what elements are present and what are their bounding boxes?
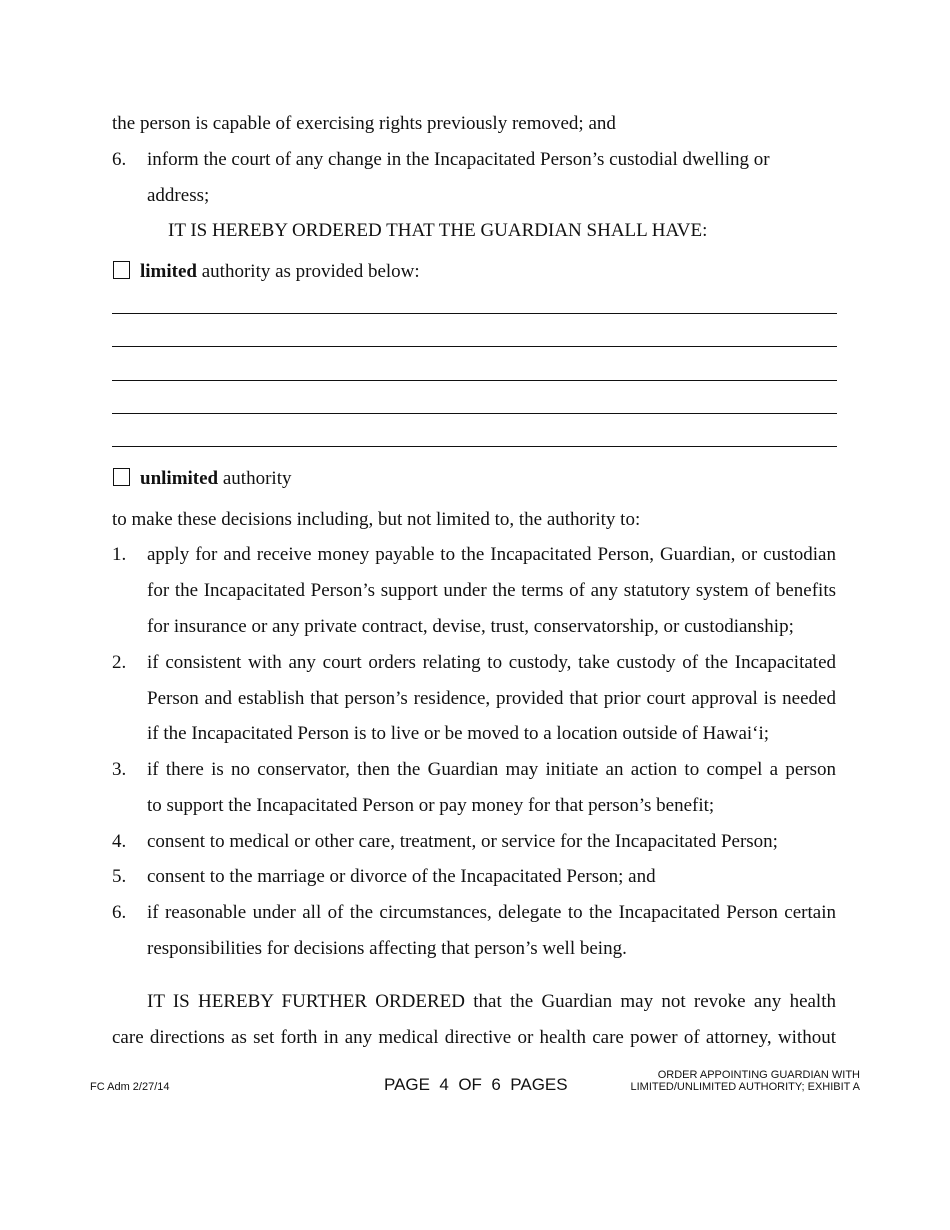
unlimited-authority-label bbox=[140, 468, 291, 490]
further-order-text: IT IS HEREBY FURTHER ORDERED that the Guardian may not revoke any health bbox=[147, 991, 836, 1012]
list-number: 5. bbox=[112, 866, 127, 887]
list-item-text: if consistent with any court orders relating to custody, take custody of the Incapacitated bbox=[147, 652, 836, 673]
list-number: 6. bbox=[112, 902, 127, 923]
list-number: 1. bbox=[112, 544, 127, 565]
list-item-text: address; bbox=[147, 185, 210, 206]
list-item-text: if there is no conservator, then the Guardian may initiate an action to compel a person bbox=[147, 759, 836, 780]
list-item-text: for insurance or any private contract, devise, trust, conservatorship, or custodianship; bbox=[147, 616, 794, 637]
form-id: FC Adm 2/27/14 bbox=[90, 1081, 170, 1093]
list-item-text: inform the court of any change in the Incapacitated Person’s custodial dwelling or bbox=[147, 149, 770, 170]
blank-line[interactable] bbox=[112, 380, 837, 381]
list-number: 3. bbox=[112, 759, 127, 780]
further-order-text: care directions as set forth in any medical directive or health care power of attorney, without bbox=[112, 1027, 836, 1048]
blank-line[interactable] bbox=[112, 446, 837, 447]
blank-line[interactable] bbox=[112, 313, 837, 314]
page-number: PAGE 4 OF 6 PAGES bbox=[384, 1075, 568, 1094]
list-item-text: Person and establish that person’s residence, provided that prior court approval is needed bbox=[147, 688, 836, 709]
limited-bold: limited bbox=[140, 261, 197, 282]
blank-line[interactable] bbox=[112, 413, 837, 414]
list-item-text: if reasonable under all of the circumstances, delegate to the Incapacitated Person certain bbox=[147, 902, 836, 923]
list-number: 2. bbox=[112, 652, 127, 673]
continued-text: the person is capable of exercising rights previously removed; and bbox=[112, 113, 616, 134]
document-title-line: ORDER APPOINTING GUARDIAN WITH bbox=[657, 1069, 860, 1081]
list-item-text: consent to the marriage or divorce of the Incapacitated Person; and bbox=[147, 866, 656, 887]
limited-authority-label bbox=[140, 261, 420, 283]
list-number: 4. bbox=[112, 831, 127, 852]
document-title bbox=[630, 1069, 860, 1093]
list-item-text: to support the Incapacitated Person or pay money for that person’s benefit; bbox=[147, 795, 715, 816]
unlimited-rest: authority bbox=[218, 468, 292, 489]
list-item-text: apply for and receive money payable to the Incapacitated Person, Guardian, or custodian bbox=[147, 544, 836, 565]
list-item-text: if the Incapacitated Person is to live or be moved to a location outside of Hawai‘i; bbox=[147, 723, 770, 744]
list-number: 6. bbox=[112, 149, 127, 170]
order-heading: IT IS HEREBY ORDERED THAT THE GUARDIAN SHALL HAVE: bbox=[168, 220, 708, 241]
list-item-text: consent to medical or other care, treatment, or service for the Incapacitated Person; bbox=[147, 831, 778, 852]
limited-rest: authority as provided below: bbox=[197, 261, 420, 282]
decisions-intro: to make these decisions including, but not limited to, the authority to: bbox=[112, 509, 641, 530]
unlimited-bold: unlimited bbox=[140, 468, 219, 489]
limited-authority-checkbox[interactable] bbox=[113, 261, 130, 279]
unlimited-authority-checkbox[interactable] bbox=[113, 468, 130, 486]
list-item-text: for the Incapacitated Person’s support under the terms of any statutory system of benefits bbox=[147, 580, 836, 601]
document-title-line: LIMITED/UNLIMITED AUTHORITY; EXHIBIT A bbox=[630, 1081, 860, 1093]
blank-line[interactable] bbox=[112, 346, 837, 347]
list-item-text: responsibilities for decisions affecting that person’s well being. bbox=[147, 938, 627, 959]
